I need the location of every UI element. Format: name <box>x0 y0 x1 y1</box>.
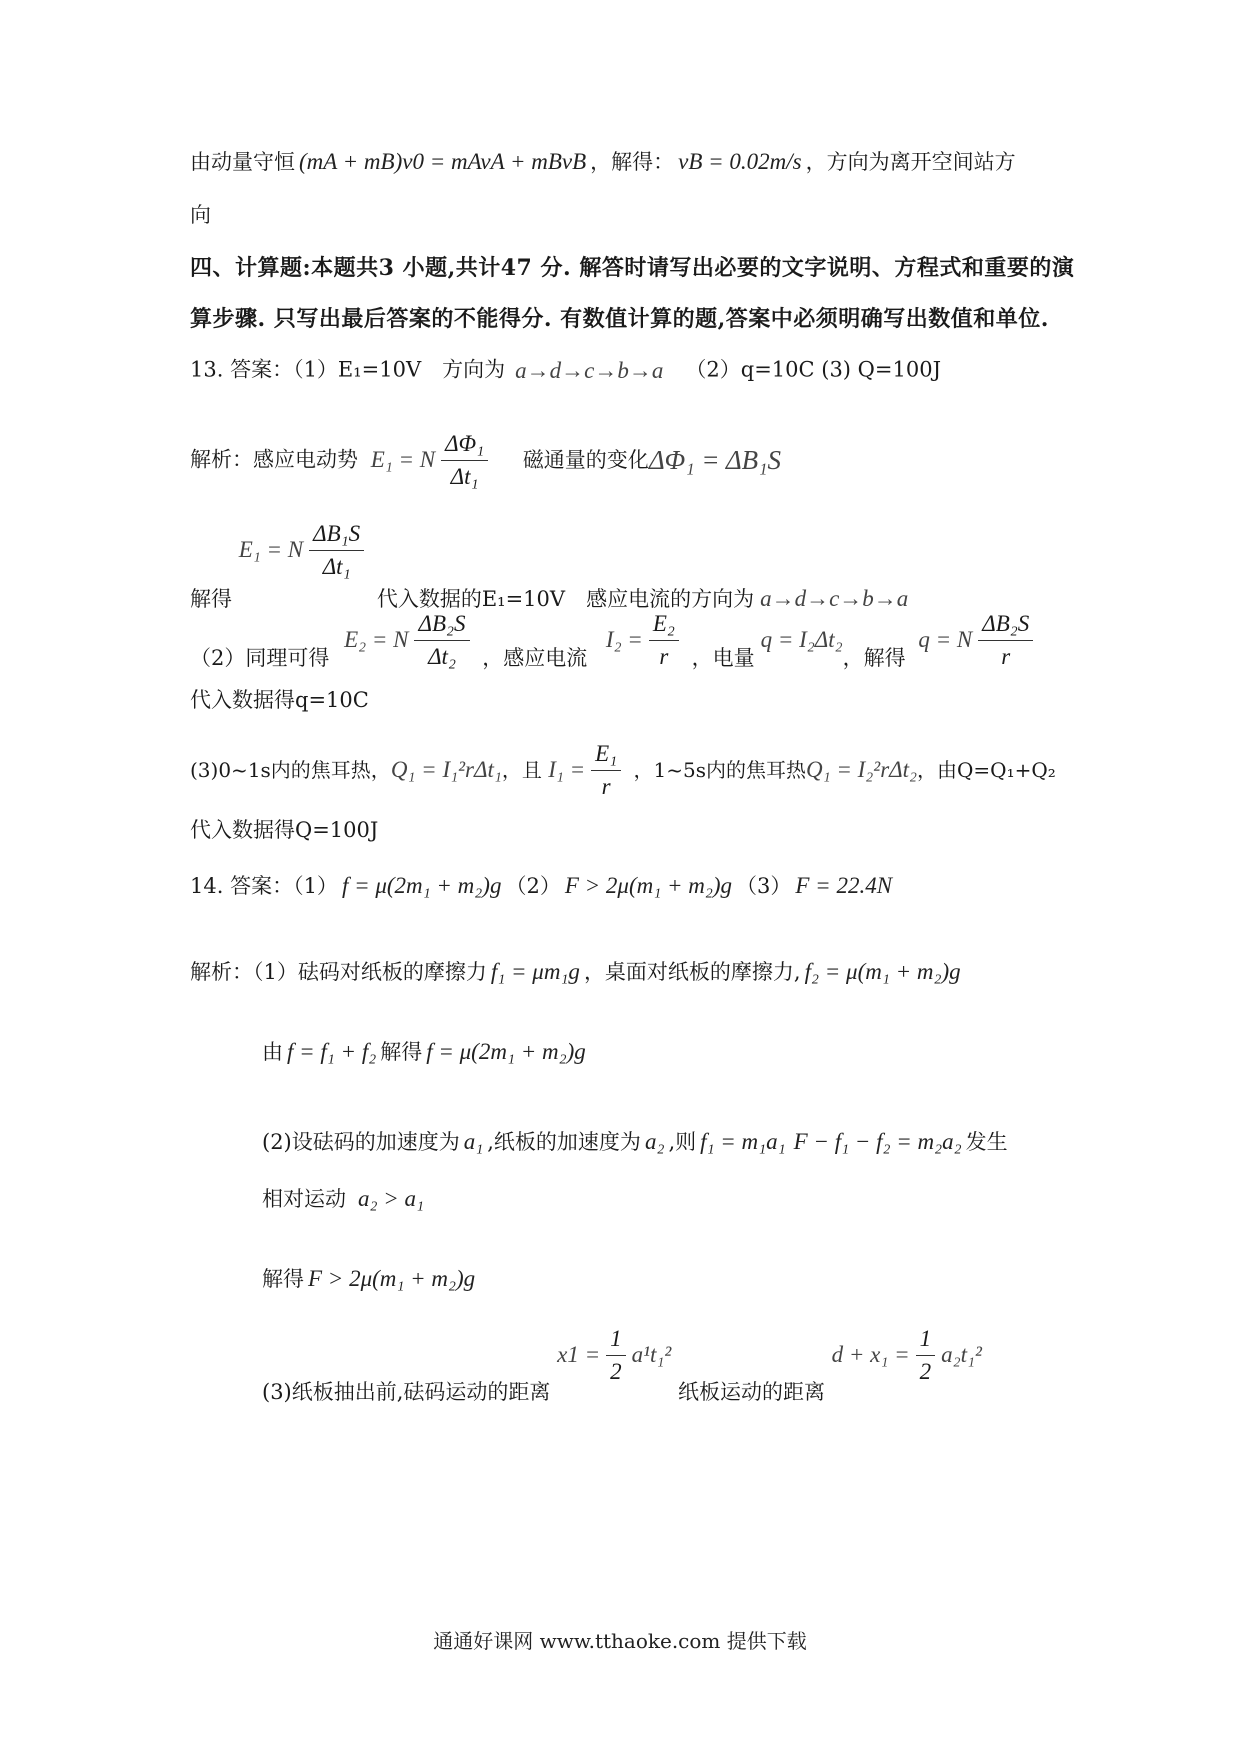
q14-part3-x1-tail: a¹t₁² <box>631 1342 672 1368</box>
q13-direction: a→d→c→b→a <box>515 358 664 383</box>
q13-part2-result: 代入数据得q=10C <box>190 688 369 712</box>
q13-part3-line <box>190 740 1056 800</box>
q13-emf-fraction: $\frac{\text{ΔΦ₁}}{\text{Δt₁}}$ <box>441 430 488 490</box>
q13-part2-charge-eq: q = I₂Δt₂ <box>760 627 843 653</box>
q13-answer-part1: 13. 答案：（1）E₁=10V 方向为 <box>190 357 506 382</box>
q13-part3-a: (3)0~1s内的焦耳热， <box>190 758 391 783</box>
q14-sum-line <box>262 1038 590 1066</box>
momentum-result: vB = 0.02m/s <box>678 149 802 174</box>
q13-emf-lhs: E₁ = N <box>370 447 436 473</box>
q13-part3-d: ，由Q=Q₁+Q₂ <box>917 758 1056 783</box>
q13-part3-i1: I₁ = <box>548 757 586 783</box>
q13-part2-q: q = N <box>918 627 973 653</box>
q13-part2-solve-label: ，解得 <box>842 645 906 670</box>
q13-part2-e2: E₂ = N <box>344 627 409 653</box>
q14-part3-b: 纸板运动的距离 <box>677 1380 825 1404</box>
q14-part3-d-fraction: $\frac{1}{2}$ <box>916 1325 936 1385</box>
q13-part2-i2: I₂ = <box>605 627 643 653</box>
q13-answer-part2: （2）q=10C (3) Q=100J <box>685 357 941 382</box>
q14-a1: a₁ <box>463 1129 484 1154</box>
momentum-equation: (mA + mB)v0 = mAvA + mBvB <box>299 149 587 174</box>
q13-answer-line <box>190 357 941 385</box>
q13-part3-result: 代入数据得Q=100J <box>190 818 379 842</box>
q14-part3-x1: x1 = <box>557 1342 601 1368</box>
q14-part2-rel-line <box>262 1185 428 1213</box>
q13-part2-q-fraction: $\frac{\text{ΔB₂S}}{r}$ <box>978 610 1033 670</box>
momentum-line <box>190 148 1016 176</box>
q13-flux-label: 磁通量的变化 <box>522 447 649 472</box>
q14-answer-line <box>190 872 896 900</box>
q14-part2-b: ,纸板的加速度为 <box>487 1130 641 1154</box>
q14-solve: 解得 <box>380 1040 423 1064</box>
q13-part3-eq2: Q₁ = I₂²rΔt₂ <box>806 757 918 783</box>
q14-part2-solve: 解得 <box>262 1267 304 1291</box>
q13-part3-b: ，且 <box>501 758 542 783</box>
section-title-line-2: 算步骤. 只写出最后答案的不能得分. 有数值计算的题,答案中必须明确写出数值和单位. <box>190 306 1049 332</box>
q14-part3-line <box>262 1326 982 1405</box>
q14-sum: f = f₁ + f₂ <box>287 1039 377 1064</box>
q14-sum-result: f = μ(2m₁ + m₂)g <box>426 1039 586 1064</box>
section-title-line-1: 四、计算题:本题共3 小题,共计47 分. 解答时请写出必要的文字说明、方程式和重要的演 <box>190 255 1075 281</box>
q13-part2-charge-label: ，电量 <box>691 645 755 670</box>
q14-part3-d: d + x₁ = <box>831 1342 910 1368</box>
momentum-suffix: ，方向为离开空间站方 <box>805 150 1016 174</box>
q13-substitute: 代入数据的E₁=10V 感应电流的方向为 <box>376 587 755 611</box>
q14-part2-cond: a₂ > a₁ <box>358 1186 425 1211</box>
momentum-prefix: 由动量守恒 <box>190 150 295 174</box>
q14-part3-d-tail: a₂t₁² <box>941 1342 982 1368</box>
q13-part3-eq1: Q₁ = I₁²rΔt₁ <box>390 757 502 783</box>
q14-part2-d: 发生 <box>965 1130 1008 1154</box>
q13-part2-line <box>190 610 1039 670</box>
q14-answer-2: F > 2μ(m₁ + m₂)g <box>564 873 732 898</box>
q14-answer-1: f = μ(2m₁ + m₂)g <box>341 873 502 898</box>
q14-answer-b: （2） <box>505 874 561 898</box>
q14-part2-a: (2)设砝码的加速度为 <box>262 1130 460 1154</box>
q13-part2-current-label: ，感应电流 <box>482 645 588 670</box>
q13-solve-lhs: E₁ = N <box>238 537 304 563</box>
q14-answer-a: 14. 答案：（1） <box>190 874 338 898</box>
q13-solve-line <box>190 521 909 612</box>
q14-part3-x1-fraction: $\frac{1}{2}$ <box>606 1325 626 1385</box>
q13-solve-label: 解得 <box>190 587 232 611</box>
momentum-mid: ，解得： <box>590 150 675 174</box>
q14-part2-c: ,则 <box>668 1130 697 1154</box>
q14-a2: a₂ <box>644 1129 665 1154</box>
q13-analysis-label: 解析：感应电动势 <box>190 447 358 472</box>
q13-analysis-line <box>190 430 781 490</box>
q13-part2-e2-fraction: $\frac{\text{ΔB₂S}}{\text{Δt₂}}$ <box>414 610 469 670</box>
q14-part2-solve-line <box>262 1265 479 1293</box>
page-footer: 通通好课网 www.tthaoke.com 提供下载 <box>433 1629 807 1653</box>
q14-part2-eq1: f₁ = m₁a₁ <box>700 1129 786 1154</box>
q14-part2-result: F > 2μ(m₁ + m₂)g <box>308 1266 476 1291</box>
q14-answer-c: （3） <box>736 874 792 898</box>
q14-f2: f₂ = μ(m₁ + m₂)g <box>804 959 961 984</box>
q14-analysis-line <box>190 958 965 986</box>
q13-part3-i1-fraction: $\frac{\text{E₁}}{r}$ <box>591 740 621 800</box>
q13-part2-label: （2）同理可得 <box>190 645 330 670</box>
q13-solve-fraction: $\frac{\text{ΔB₁S}}{\text{Δt₁}}$ <box>309 520 364 580</box>
q14-part3-a: (3)纸板抽出前,砝码运动的距离 <box>262 1380 551 1404</box>
q14-part2-rel: 相对运动 <box>262 1187 346 1211</box>
momentum-wrap: 向 <box>190 203 211 227</box>
q14-f1: f₁ = μm₁g <box>490 959 580 984</box>
q13-flux-equation: ΔΦ₁ = ΔB₁S <box>648 444 782 475</box>
q14-analysis-b: ，桌面对纸板的摩擦力, <box>583 960 801 984</box>
q14-part2-eq2: F − f₁ − f₂ = m₂a₂ <box>793 1129 962 1154</box>
q13-direction-2: a→d→c→b→a <box>760 585 909 611</box>
q14-answer-3: F = 22.4N <box>795 873 893 898</box>
q14-part2-line <box>262 1128 1008 1156</box>
q13-part2-i2-fraction: $\frac{\text{E₂}}{r}$ <box>649 610 679 670</box>
q14-analysis-a: 解析：（1）砝码对纸板的摩擦力 <box>190 960 487 984</box>
q14-by: 由 <box>262 1040 283 1064</box>
q13-part3-c: ，1~5s内的焦耳热 <box>633 758 807 783</box>
